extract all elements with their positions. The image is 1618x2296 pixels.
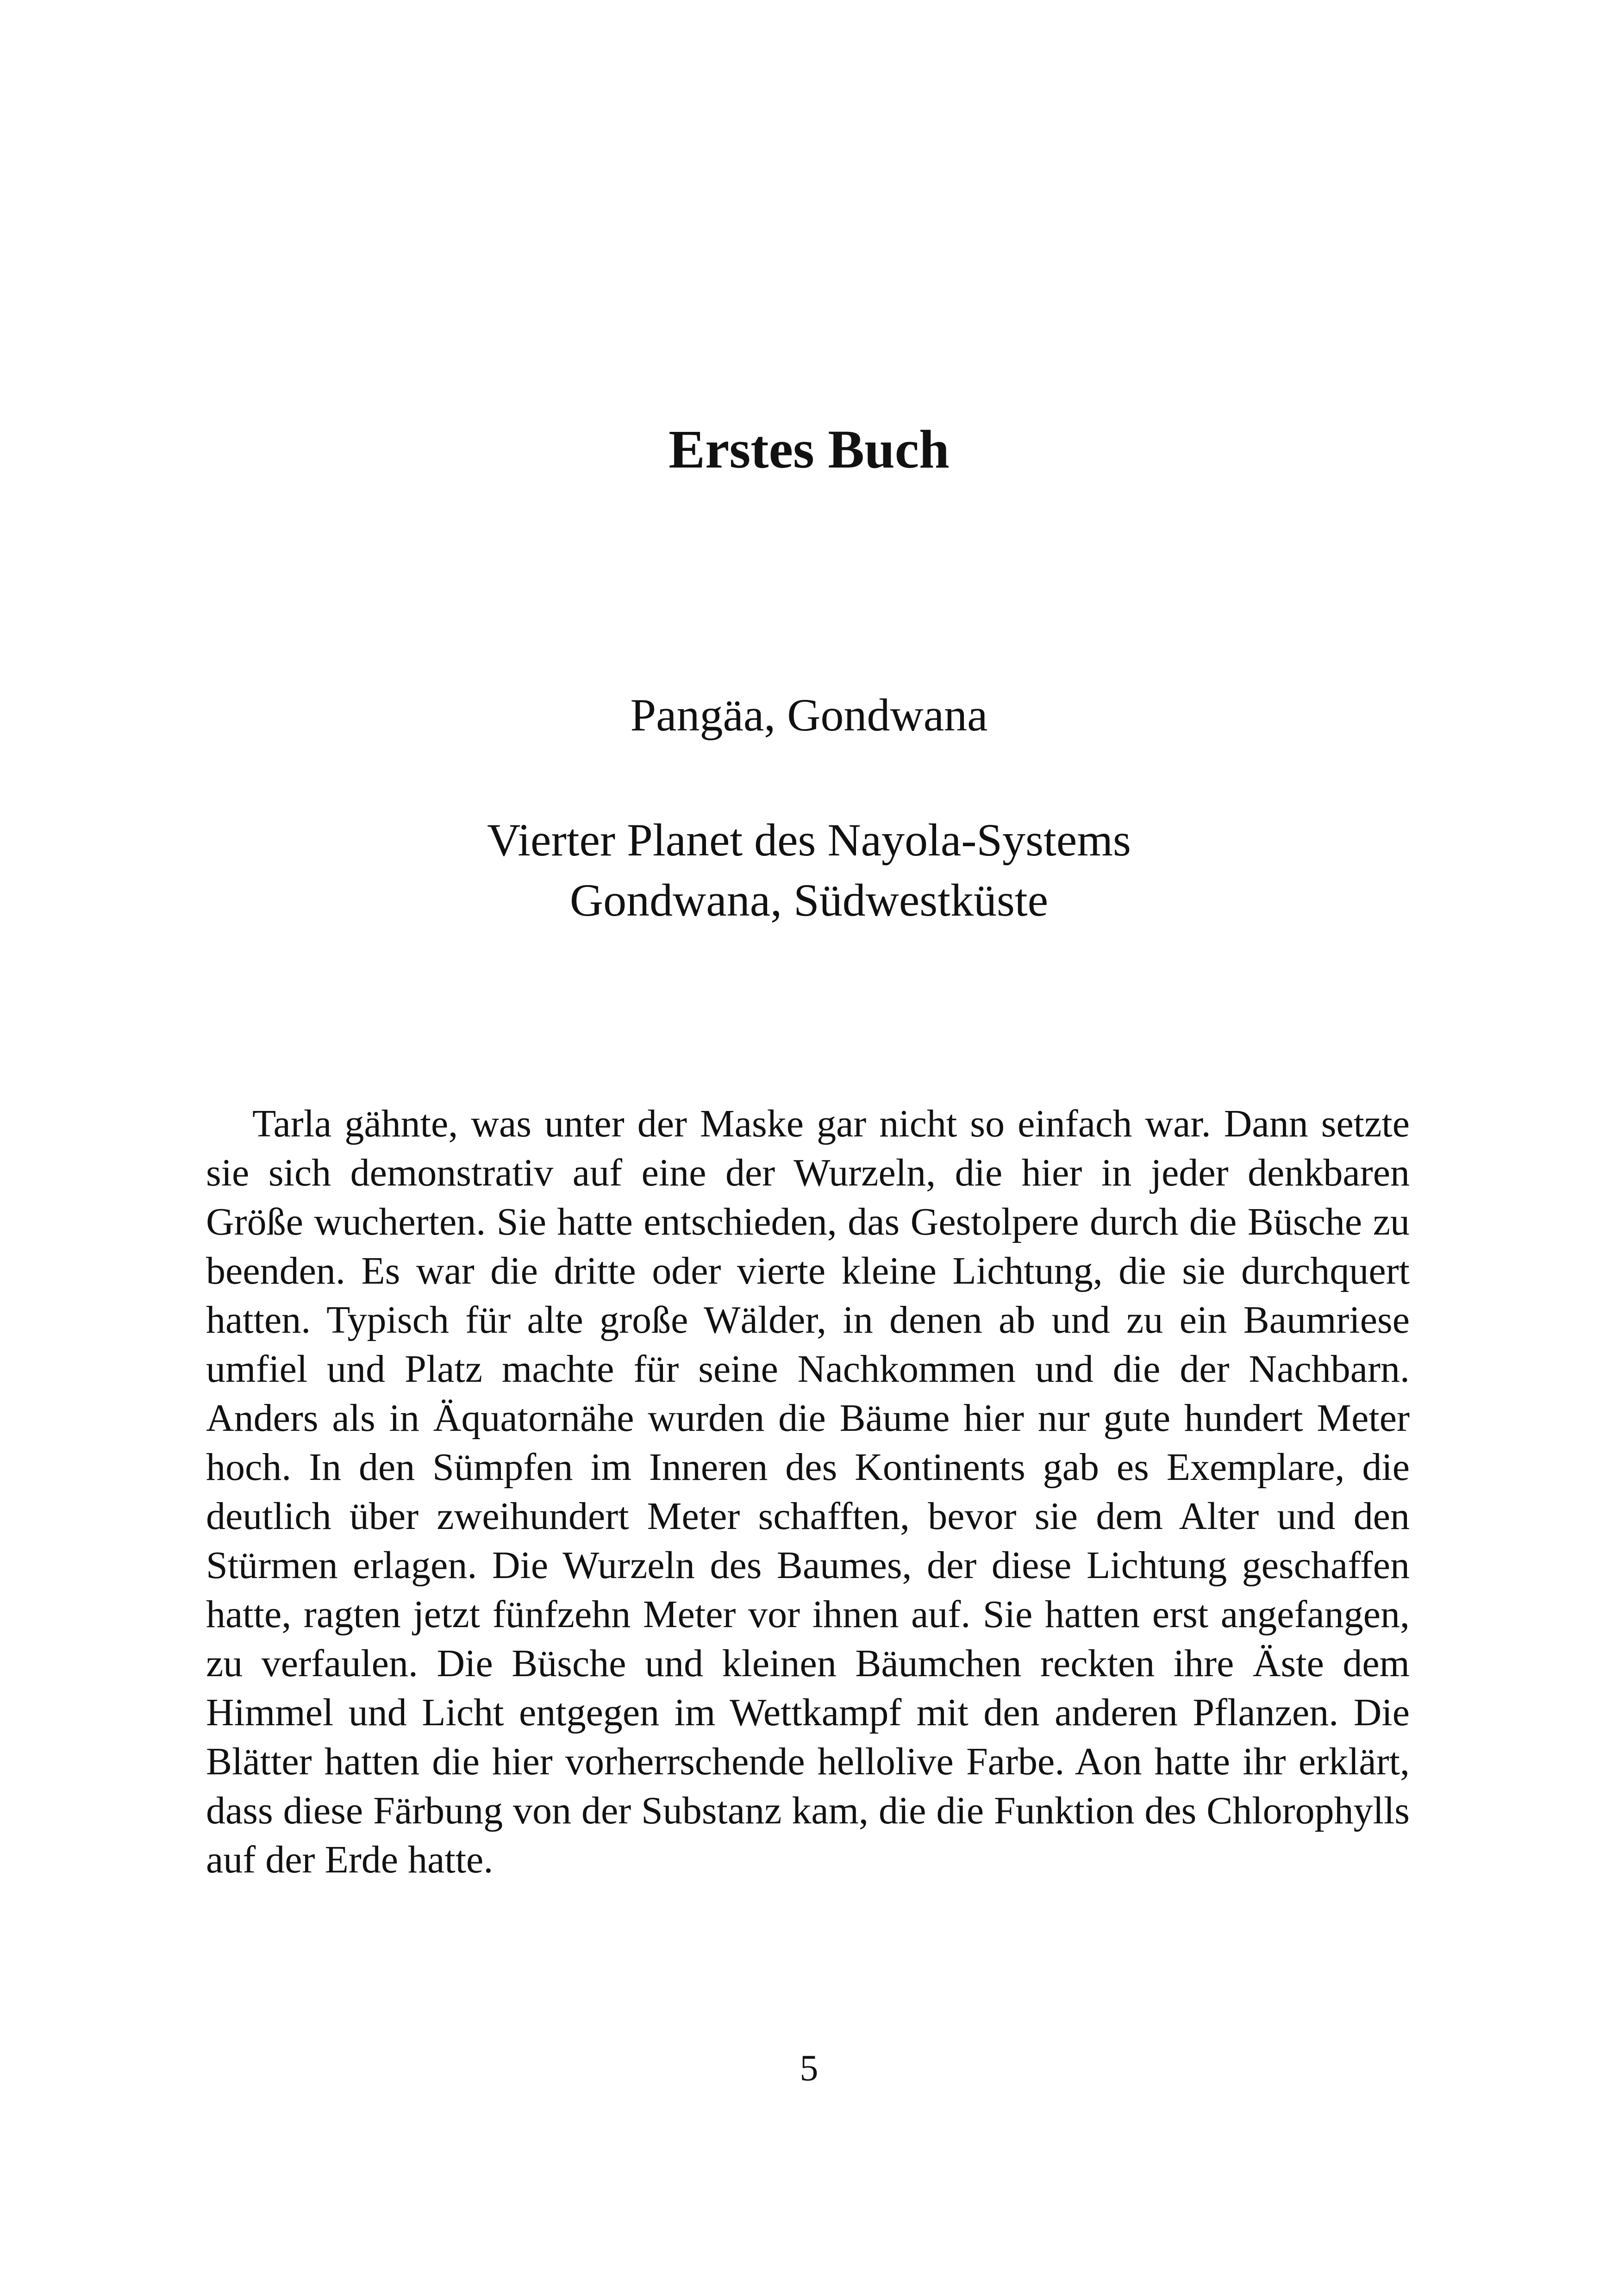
location-heading-primary: Pangäa, Gondwana bbox=[630, 689, 988, 741]
page-number: 5 bbox=[800, 2048, 818, 2089]
book-title: Erstes Buch bbox=[668, 419, 950, 480]
location-heading-region: Gondwana, Südwestküste bbox=[569, 874, 1049, 926]
location-heading-planet: Vierter Planet des Nayola-Systems bbox=[487, 814, 1131, 866]
body-paragraph: Tarla gähnte, was unter der Maske gar nicht so einfach war. Dann setzte sie sich demonstrativ auf eine der Wurzeln, die hier in jeder denkbaren Größe wucherten. Sie hatte entschieden, das Gestolpere durch die Büsche zu beenden. Es war die dritte oder vierte kleine Lichtung, die sie durchquert hatten. Typisch für alte große Wälder, in denen ab und zu ein Baumriese umfiel und Platz machte für seine Nachkommen und die der Nachbarn. Anders als in Äquatornähe wurden die Bäume hier nur gute hundert Meter hoch. In den Sümpfen im Inneren des Kontinents gab es Exemplare, die deutlich über zweihundert Meter schafften, bevor sie dem Alter und den Stürmen erlagen. Die Wurzeln des Baumes, der diese Lichtung geschaffen hatte, ragten jetzt fünfzehn Meter vor ihnen auf. Sie hatten erst angefangen, zu verfaulen. Die Büsche und kleinen Bäumchen reckten ihre Äste dem Himmel und Licht entgegen im Wettkampf mit den anderen Pflanzen. Die Blätter hatten die hier vorherrschende hellolive Farbe. Aon hatte ihr erklärt, dass diese Färbung von der Substanz kam, die die Funktion des Chlorophylls auf der Erde hatte. bbox=[206, 1102, 1410, 1881]
